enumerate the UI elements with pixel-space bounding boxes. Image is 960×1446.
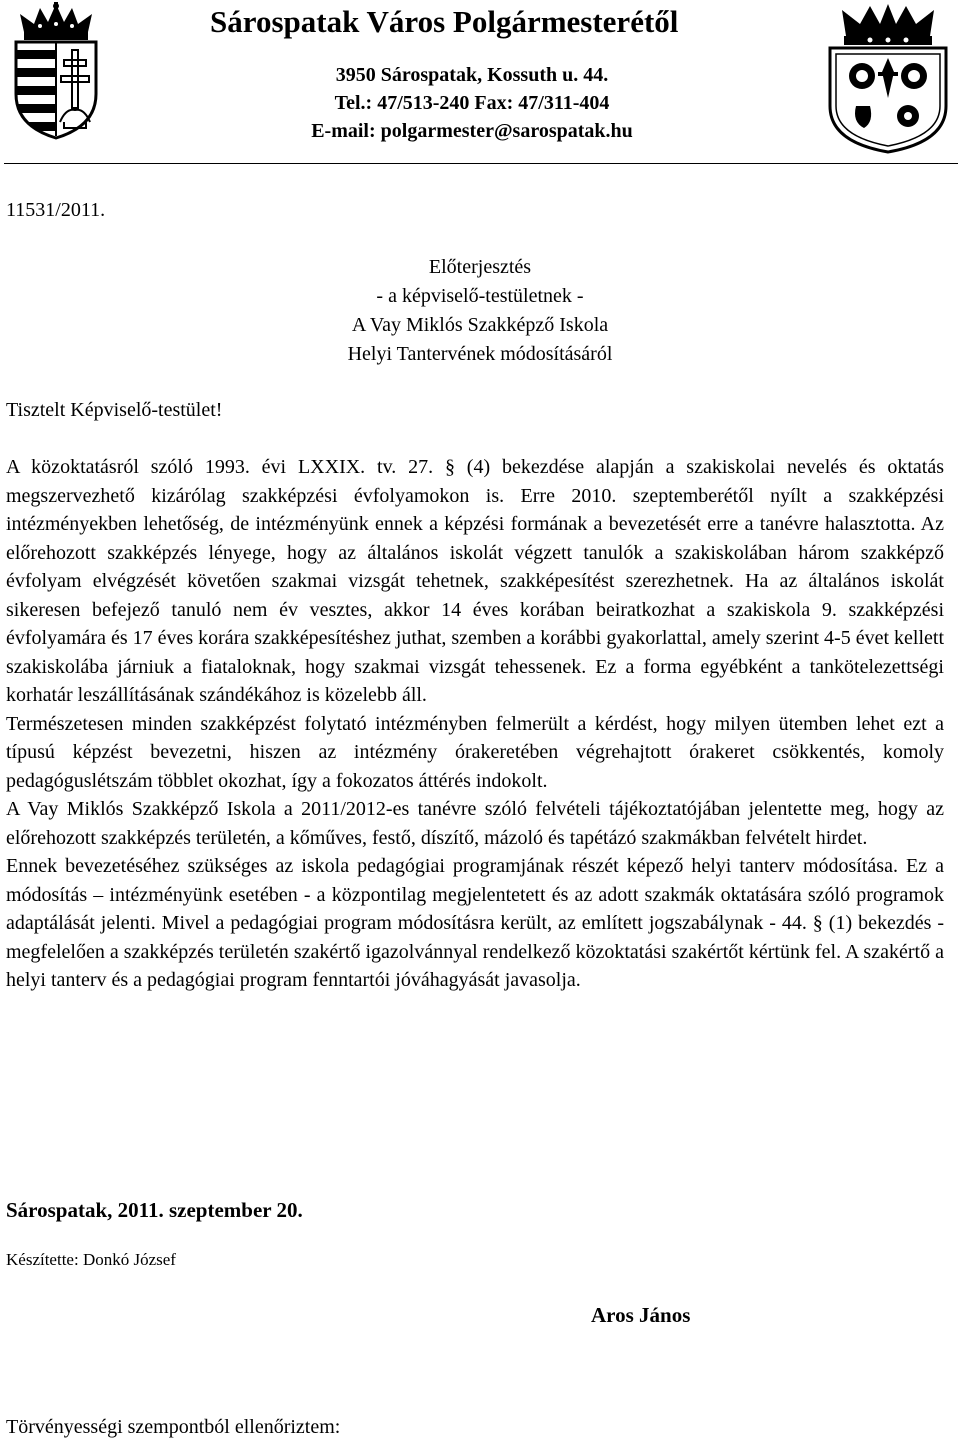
prepared-by: Készítette: Donkó József — [6, 1250, 176, 1269]
letterhead-divider — [4, 163, 958, 164]
signer-name: Aros János — [591, 1303, 691, 1327]
body-paragraph-4: Ennek bevezetéséhez szükséges az iskola pedagógiai programjának részét képező helyi tanterv módosítása. Ez a módosítás – intézményünk esetében - a központilag megjelentetett és az adott szakmák oktatására szóló programok adaptálását jelenti. Mivel a pedagógiai program módosításra került, az említett jogszabálynak - 44. § (1) bekezdés - megfelelően a szakképzés területén szakértő igazolvánnyal rendelkező közoktatási szakértőt kértünk fel. A szakértő a helyi tanterv és a pedagógiai program fenntartói jóváhagyását javasolja. — [6, 855, 944, 991]
letterhead-phone-fax: Tel.: 47/513-240 Fax: 47/311-404 — [334, 92, 610, 114]
body-text — [6, 453, 944, 995]
title-line-2: - a képviselő-testületnek - — [376, 285, 584, 307]
legal-check-statement: Törvényességi szempontból ellenőriztem: — [6, 1416, 341, 1438]
document-title-block — [280, 253, 680, 369]
body-paragraph-3: A Vay Miklós Szakképző Iskola a 2011/2012-es tanévre szóló felvételi tájékoztatójában jelentette meg, hogy az előrehozott szakképzés területén, a kőműves, festő, díszítő, mázoló és tapétázó szakmákban felvételt hirdet. — [6, 798, 944, 849]
body-paragraph-2: Természetesen minden szakképzést folytató intézményben felmerült a kérdést, hogy milyen ütemben lehet ezt a típusú képzést bevezetni, hiszen az intézmény órakeretében végrehajtott órakeret csökkentés, komoly pedagóguslétszám többlet okozhat, így a fokozatos áttérés indokolt. — [6, 712, 944, 792]
letterhead-email: E-mail: polgarmester@sarospatak.hu — [311, 120, 633, 142]
title-line-4: Helyi Tantervének módosításáról — [347, 343, 613, 365]
place-and-date: Sárospatak, 2011. szeptember 20. — [6, 1198, 303, 1222]
sarospatak-coat-of-arms-icon — [822, 2, 954, 154]
title-line-3: A Vay Miklós Szakképző Iskola — [351, 314, 609, 336]
hungarian-coat-of-arms-icon — [10, 2, 102, 140]
salutation: Tisztelt Képviselő-testület! — [6, 399, 223, 421]
letterhead-title: Sárospatak Város Polgármesterétől — [210, 4, 679, 39]
reference-number: 11531/2011. — [6, 199, 106, 221]
body-paragraph-1: A közoktatásról szóló 1993. évi LXXIX. tv. 27. § (4) bekezdése alapján a szakiskolai nevelés és oktatás megszervezhető kizárólag szakképzési évfolyamokon is. Erre 2010. szeptemberétől nyílt a szakképzési intézményekben lehetőség, de intézményünk ennek a képzési formának a bevezetését erre a tanévre halasztotta. Az előrehozott szakképzés lényege, hogy az általános iskolát végzett tanulók a szakiskolában három szakképző évfolyam elvégzését követően szakmai vizsgát tehetnek, szakképesítést szerezhetnek. Ha az általános iskolát sikeresen befejező tanuló nem év vesztes, akkor 14 éves korában beiratkozhat a szakiskola 9. szakképzési évfolyamára és 17 éves korára szakképesítéshez juthat, szemben a korábbi gyakorlattal, amely szerint 4-5 évet kellett szakiskolába járniuk a fiataloknak, hogy szakmai vizsgát tehessenek. Ez a forma egyébként a tankötelezettségi korhatár leszállításának szándékához is közelebb áll. — [6, 456, 944, 706]
title-line-1: Előterjesztés — [428, 256, 532, 278]
letterhead-address: 3950 Sárospatak, Kossuth u. 44. — [335, 64, 609, 86]
